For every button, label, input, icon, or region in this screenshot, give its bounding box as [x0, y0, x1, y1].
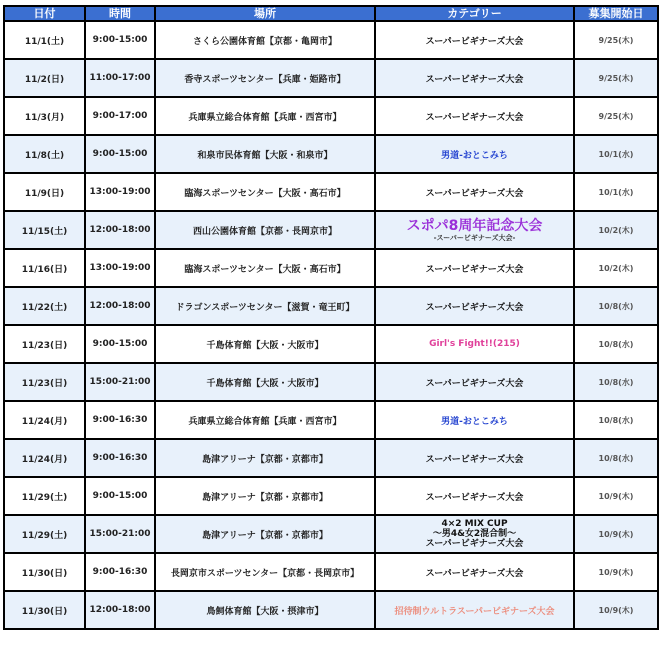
place-cell: ドラゴンスポーツセンター【滋賀・竜王町】 [155, 287, 375, 325]
place-cell: 兵庫県立総合体育館【兵庫・西宮市】 [155, 401, 375, 439]
date-cell: 11/24(月) [4, 401, 85, 439]
header-row [4, 6, 658, 21]
category-label: スーパービギナーズ大会 [425, 112, 524, 123]
date-cell: 11/16(日) [4, 249, 85, 287]
date-cell: 11/9(日) [4, 173, 85, 211]
category-cell [375, 477, 574, 515]
category-label-highlight: 男道-おとこみち [441, 416, 508, 427]
category-label-highlight: スポパ8周年記念大会 [406, 217, 543, 234]
recruit-start-cell: 10/8(水) [574, 325, 658, 363]
category-cell [375, 287, 574, 325]
time-cell: 9:00-17:00 [85, 97, 155, 135]
category-label-highlight: 男道-おとこみち [441, 150, 508, 161]
table-row [4, 591, 658, 629]
category-cell [375, 553, 574, 591]
recruit-start-cell: 10/8(水) [574, 401, 658, 439]
table-row [4, 515, 658, 553]
schedule-body [4, 21, 658, 629]
category-label: スーパービギナーズ大会 [425, 378, 524, 389]
header-category: カテゴリー [375, 6, 574, 21]
recruit-start-cell: 10/1(水) [574, 135, 658, 173]
category-label: スーパービギナーズ大会 [425, 568, 524, 579]
header-time: 時間 [85, 6, 155, 21]
table-row [4, 21, 658, 59]
place-cell: 和泉市民体育館【大阪・和泉市】 [155, 135, 375, 173]
time-cell: 13:00-19:00 [85, 173, 155, 211]
table-row [4, 97, 658, 135]
table-row [4, 401, 658, 439]
date-cell: 11/30(日) [4, 591, 85, 629]
place-cell: 臨海スポーツセンター【大阪・高石市】 [155, 173, 375, 211]
category-cell [375, 173, 574, 211]
date-cell: 11/29(土) [4, 515, 85, 553]
place-cell: 島津アリーナ【京都・京都市】 [155, 515, 375, 553]
schedule-table [3, 5, 659, 630]
category-cell [375, 325, 574, 363]
recruit-start-cell: 10/9(木) [574, 553, 658, 591]
category-subtitle: -スーパービギナーズ大会- [433, 233, 516, 242]
place-cell: 島津アリーナ【京都・京都市】 [155, 477, 375, 515]
category-label: スーパービギナーズ大会 [425, 264, 524, 275]
time-cell: 9:00-16:30 [85, 439, 155, 477]
date-cell: 11/24(月) [4, 439, 85, 477]
recruit-start-cell: 10/2(木) [574, 211, 658, 249]
date-cell: 11/30(日) [4, 553, 85, 591]
date-cell: 11/3(月) [4, 97, 85, 135]
category-cell [375, 135, 574, 173]
date-cell: 11/29(土) [4, 477, 85, 515]
place-cell: 兵庫県立総合体育館【兵庫・西宮市】 [155, 97, 375, 135]
table-row [4, 135, 658, 173]
table-row [4, 439, 658, 477]
time-cell: 9:00-15:00 [85, 21, 155, 59]
table-row [4, 249, 658, 287]
table-row [4, 211, 658, 249]
category-cell [375, 211, 574, 249]
category-cell [375, 591, 574, 629]
schedule-container [3, 5, 659, 630]
place-cell: 臨海スポーツセンター【大阪・高石市】 [155, 249, 375, 287]
table-row [4, 363, 658, 401]
place-cell: 長岡京市スポーツセンター【京都・長岡京市】 [155, 553, 375, 591]
category-label-highlight: 招待制ウルトラスーパービギナーズ大会 [394, 606, 555, 617]
table-row [4, 287, 658, 325]
header-recruit-start: 募集開始日 [574, 6, 658, 21]
category-label: スーパービギナーズ大会 [425, 74, 524, 85]
category-line: 4×2 MIX CUP [441, 519, 508, 529]
time-cell: 12:00-18:00 [85, 591, 155, 629]
date-cell: 11/8(土) [4, 135, 85, 173]
date-cell: 11/22(土) [4, 287, 85, 325]
category-cell [375, 97, 574, 135]
place-cell: 千島体育館【大阪・大阪市】 [155, 325, 375, 363]
time-cell: 11:00-17:00 [85, 59, 155, 97]
date-cell: 11/1(土) [4, 21, 85, 59]
recruit-start-cell: 10/8(水) [574, 363, 658, 401]
category-label: スーパービギナーズ大会 [425, 188, 524, 199]
category-label: スーパービギナーズ大会 [425, 454, 524, 465]
category-cell [375, 249, 574, 287]
time-cell: 15:00-21:00 [85, 515, 155, 553]
recruit-start-cell: 10/8(水) [574, 287, 658, 325]
time-cell: 9:00-15:00 [85, 135, 155, 173]
date-cell: 11/15(土) [4, 211, 85, 249]
time-cell: 13:00-19:00 [85, 249, 155, 287]
header-place: 場所 [155, 6, 375, 21]
category-label: スーパービギナーズ大会 [425, 302, 524, 313]
recruit-start-cell: 9/25(木) [574, 97, 658, 135]
category-line: 〜男4&女2混合制〜 [432, 529, 517, 539]
recruit-start-cell: 10/9(木) [574, 477, 658, 515]
time-cell: 9:00-16:30 [85, 553, 155, 591]
recruit-start-cell: 9/25(木) [574, 21, 658, 59]
place-cell: 鳥飼体育館【大阪・摂津市】 [155, 591, 375, 629]
table-row [4, 173, 658, 211]
recruit-start-cell: 10/9(木) [574, 591, 658, 629]
category-cell [375, 21, 574, 59]
category-cell [375, 439, 574, 477]
place-cell: 香寺スポーツセンター【兵庫・姫路市】 [155, 59, 375, 97]
category-line: スーパービギナーズ大会 [425, 539, 524, 549]
table-row [4, 477, 658, 515]
recruit-start-cell: 10/8(水) [574, 439, 658, 477]
place-cell: 西山公園体育館【京都・長岡京市】 [155, 211, 375, 249]
time-cell: 9:00-15:00 [85, 477, 155, 515]
recruit-start-cell: 9/25(木) [574, 59, 658, 97]
recruit-start-cell: 10/2(木) [574, 249, 658, 287]
category-label: スーパービギナーズ大会 [425, 36, 524, 47]
category-label: スーパービギナーズ大会 [425, 492, 524, 503]
recruit-start-cell: 10/9(木) [574, 515, 658, 553]
time-cell: 12:00-18:00 [85, 211, 155, 249]
time-cell: 9:00-16:30 [85, 401, 155, 439]
category-cell [375, 515, 574, 553]
place-cell: さくら公園体育館【京都・亀岡市】 [155, 21, 375, 59]
date-cell: 11/23(日) [4, 325, 85, 363]
time-cell: 15:00-21:00 [85, 363, 155, 401]
table-row [4, 553, 658, 591]
category-cell [375, 59, 574, 97]
time-cell: 9:00-15:00 [85, 325, 155, 363]
time-cell: 12:00-18:00 [85, 287, 155, 325]
table-row [4, 59, 658, 97]
header-date: 日付 [4, 6, 85, 21]
category-label-highlight: Girl's Fight!!(215) [429, 339, 520, 349]
date-cell: 11/23(日) [4, 363, 85, 401]
place-cell: 千島体育館【大阪・大阪市】 [155, 363, 375, 401]
date-cell: 11/2(日) [4, 59, 85, 97]
table-row [4, 325, 658, 363]
category-cell [375, 401, 574, 439]
recruit-start-cell: 10/1(水) [574, 173, 658, 211]
category-cell [375, 363, 574, 401]
place-cell: 島津アリーナ【京都・京都市】 [155, 439, 375, 477]
